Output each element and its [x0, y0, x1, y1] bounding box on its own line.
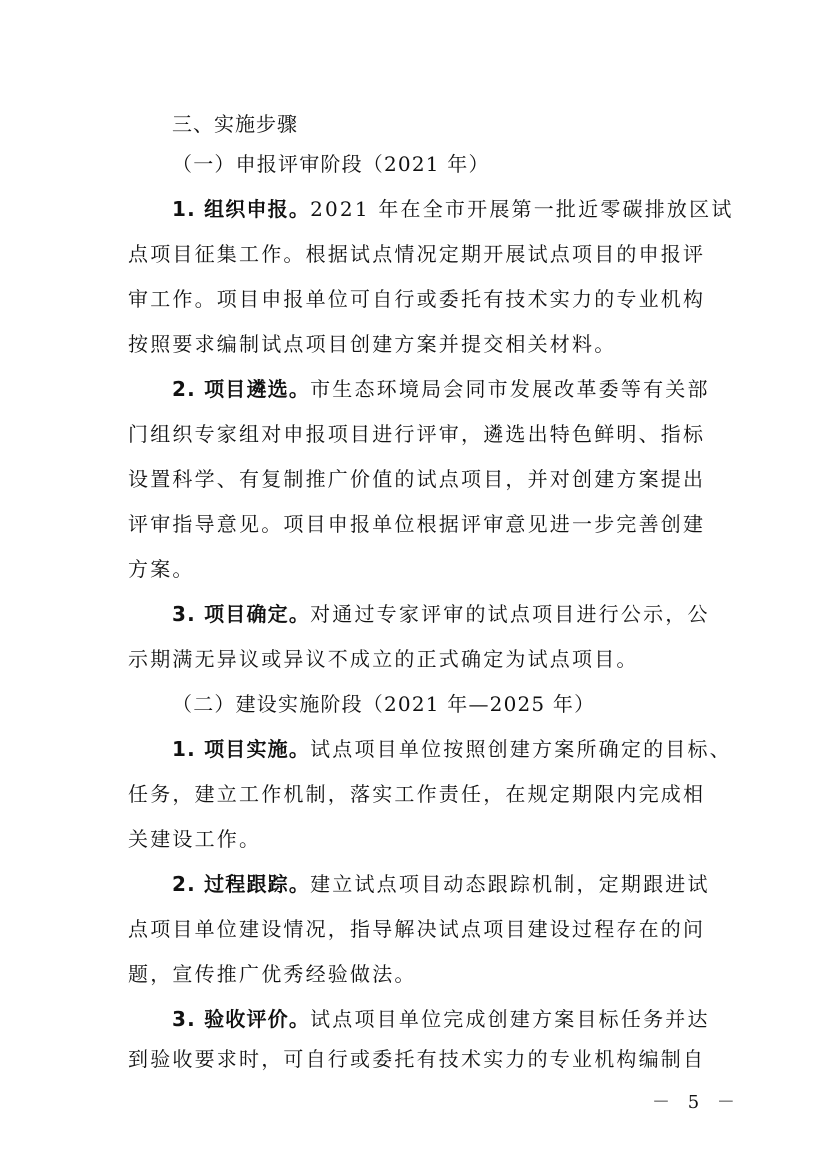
section-title: 三、实施步骤 — [172, 112, 298, 136]
paragraph-line: 评审指导意见。项目申报单位根据评审意见进一步完善创建 — [128, 512, 706, 536]
paragraph-line: 任务，建立工作机制，落实工作责任，在规定期限内完成相 — [128, 782, 706, 806]
item-title: 2. 项目遴选。 — [172, 377, 311, 401]
paragraph-line: 点项目征集工作。根据试点情况定期开展试点项目的申报评 — [128, 242, 706, 266]
paragraph-line — [172, 196, 734, 222]
item-text: 建立试点项目动态跟踪机制，定期跟进试 — [310, 872, 710, 896]
item-text: 试点项目单位按照创建方案所确定的目标、 — [310, 737, 732, 761]
item-text: 市生态环境局会同市发展改革委等有关部 — [310, 377, 710, 401]
item-title: 1. 组织申报。 — [172, 197, 311, 221]
paragraph-line: 门组织专家组对申报项目进行评审，遴选出特色鲜明、指标 — [128, 422, 706, 446]
paragraph-line — [172, 871, 710, 897]
phase-heading-2: （二）建设实施阶段（2021 年—2025 年） — [172, 692, 596, 716]
paragraph-line — [172, 1006, 710, 1032]
paragraph-line: 到验收要求时，可自行或委托有技术实力的专业机构编制自 — [128, 1047, 706, 1071]
item-text: 2021 年在全市开展第一批近零碳排放区试 — [310, 197, 734, 221]
item-title: 3. 项目确定。 — [172, 602, 311, 626]
paragraph-line: 按照要求编制试点项目创建方案并提交相关材料。 — [128, 332, 617, 356]
paragraph-line — [172, 601, 710, 627]
phase-heading-1: （一）申报评审阶段（2021 年） — [172, 152, 490, 176]
paragraph-line: 设置科学、有复制推广价值的试点项目，并对创建方案提出 — [128, 467, 706, 491]
page-number: － 5 － — [652, 1092, 741, 1113]
item-title: 1. 项目实施。 — [172, 737, 311, 761]
paragraph-line: 方案。 — [128, 557, 195, 581]
item-text: 试点项目单位完成创建方案目标任务并达 — [310, 1007, 710, 1031]
paragraph-line: 关建设工作。 — [128, 827, 262, 851]
paragraph-line: 点项目单位建设情况，指导解决试点项目建设过程存在的问 — [128, 917, 706, 941]
paragraph-line: 题，宣传推广优秀经验做法。 — [128, 962, 417, 986]
item-title: 2. 过程跟踪。 — [172, 872, 311, 896]
paragraph-line — [172, 736, 732, 762]
paragraph-line — [172, 376, 710, 402]
item-title: 3. 验收评价。 — [172, 1007, 311, 1031]
paragraph-line: 示期满无异议或异议不成立的正式确定为试点项目。 — [128, 647, 639, 671]
item-text: 对通过专家评审的试点项目进行公示，公 — [310, 602, 710, 626]
paragraph-line: 审工作。项目申报单位可自行或委托有技术实力的专业机构 — [128, 287, 706, 311]
